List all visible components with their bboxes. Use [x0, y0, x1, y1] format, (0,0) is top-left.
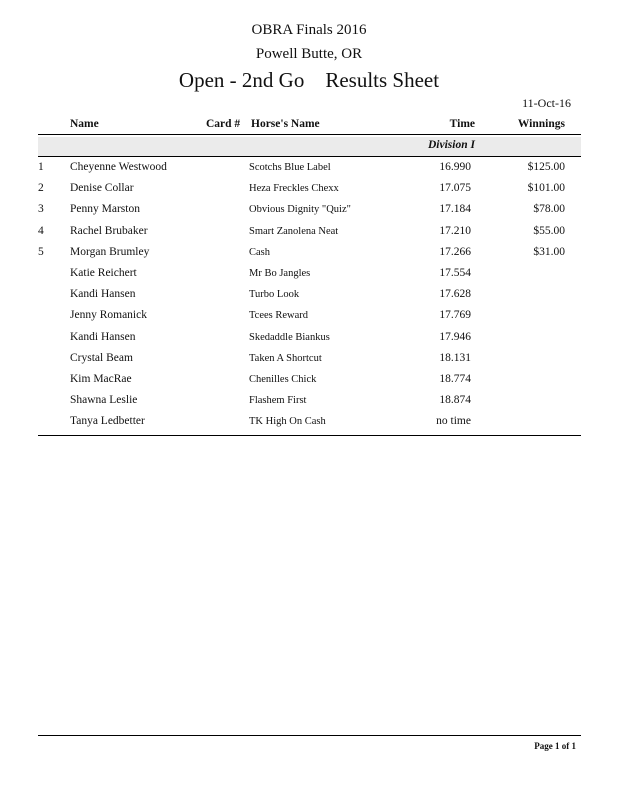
- rider-name-cell: Tanya Ledbetter: [70, 415, 145, 428]
- time-cell: 17.266: [439, 245, 471, 258]
- horse-name-cell: Skedaddle Biankus: [249, 331, 330, 343]
- table-row: [38, 267, 581, 288]
- table-row: [38, 182, 581, 203]
- time-cell: 18.874: [439, 394, 471, 407]
- place-cell: 4: [38, 224, 44, 237]
- horse-name-cell: Heza Freckles Chexx: [249, 183, 339, 195]
- time-cell: 17.769: [439, 309, 471, 322]
- column-header-winnings: Winnings: [517, 118, 565, 130]
- place-cell: 3: [38, 203, 44, 216]
- table-row: [38, 288, 581, 309]
- rider-name-cell: Denise Collar: [70, 182, 134, 195]
- event-title: OBRA Finals 2016: [251, 22, 367, 38]
- winnings-cell: $101.00: [527, 182, 565, 195]
- table-row: [38, 331, 581, 352]
- division-band: [38, 137, 581, 157]
- rider-name-cell: Kandi Hansen: [70, 330, 136, 343]
- report-date: 11-Oct-16: [522, 96, 571, 110]
- table-row: [38, 394, 581, 415]
- division-label: Division I: [428, 139, 475, 151]
- horse-name-cell: TK High On Cash: [249, 416, 326, 428]
- winnings-cell: $125.00: [527, 161, 565, 173]
- rider-name-cell: Jenny Romanick: [70, 309, 147, 322]
- time-cell: 17.184: [439, 203, 471, 216]
- event-location: Powell Butte, OR: [255, 46, 363, 62]
- horse-name-cell: Chenilles Chick: [249, 374, 317, 385]
- rider-name-cell: Kandi Hansen: [70, 288, 136, 301]
- horse-name-cell: Cash: [249, 246, 270, 258]
- header-divider: [38, 134, 581, 135]
- rider-name-cell: Crystal Beam: [70, 351, 133, 364]
- place-cell: 1: [38, 161, 44, 173]
- rider-name-cell: Katie Reichert: [70, 267, 137, 279]
- time-cell: 17.946: [439, 330, 471, 343]
- horse-name-cell: Flashem First: [249, 395, 307, 407]
- rider-name-cell: Shawna Leslie: [70, 394, 138, 407]
- footer-divider: [38, 735, 581, 736]
- horse-name-cell: Smart Zanolena Neat: [249, 225, 339, 237]
- table-row: [38, 309, 581, 330]
- time-cell: 16.990: [439, 161, 471, 173]
- table-row: [38, 373, 581, 394]
- horse-name-cell: Scotchs Blue Label: [249, 162, 331, 173]
- column-header-time: Time: [449, 118, 475, 130]
- winnings-cell: $78.00: [533, 203, 565, 216]
- horse-name-cell: Mr Bo Jangles: [249, 268, 311, 279]
- time-cell: 17.628: [439, 288, 471, 301]
- rider-name-cell: Rachel Brubaker: [70, 224, 148, 237]
- rider-name-cell: Cheyenne Westwood: [70, 161, 167, 173]
- rider-name-cell: Kim MacRae: [70, 373, 132, 385]
- horse-name-cell: Obvious Dignity "Quiz": [249, 204, 351, 216]
- horse-name-cell: Tcees Reward: [249, 310, 309, 322]
- table-row: [38, 246, 581, 267]
- rider-name-cell: Morgan Brumley: [70, 245, 150, 258]
- table-bottom-divider: [38, 435, 581, 436]
- table-row: [38, 225, 581, 246]
- time-cell: 18.131: [439, 351, 471, 364]
- time-cell: 17.554: [439, 267, 471, 279]
- rider-name-cell: Penny Marston: [70, 203, 140, 216]
- page-number: Page 1 of 1: [534, 741, 576, 751]
- time-cell: 17.075: [439, 182, 471, 195]
- time-cell: no time: [436, 415, 471, 428]
- place-cell: 5: [38, 245, 44, 258]
- time-cell: 17.210: [439, 224, 471, 237]
- horse-name-cell: Taken A Shortcut: [249, 352, 322, 364]
- winnings-cell: $31.00: [533, 245, 565, 258]
- winnings-cell: $55.00: [533, 224, 565, 237]
- column-header-name: Name: [70, 118, 99, 130]
- table-row: [38, 203, 581, 224]
- results-sheet-title: Open - 2nd Go Results Sheet: [178, 68, 440, 92]
- place-cell: 2: [38, 182, 44, 195]
- table-row: [38, 415, 581, 436]
- time-cell: 18.774: [439, 373, 471, 385]
- horse-name-cell: Turbo Look: [249, 289, 300, 301]
- table-row: [38, 161, 581, 182]
- column-header-card: Card #: [206, 118, 241, 130]
- table-row: [38, 352, 581, 373]
- column-header-horse: Horse's Name: [251, 118, 320, 130]
